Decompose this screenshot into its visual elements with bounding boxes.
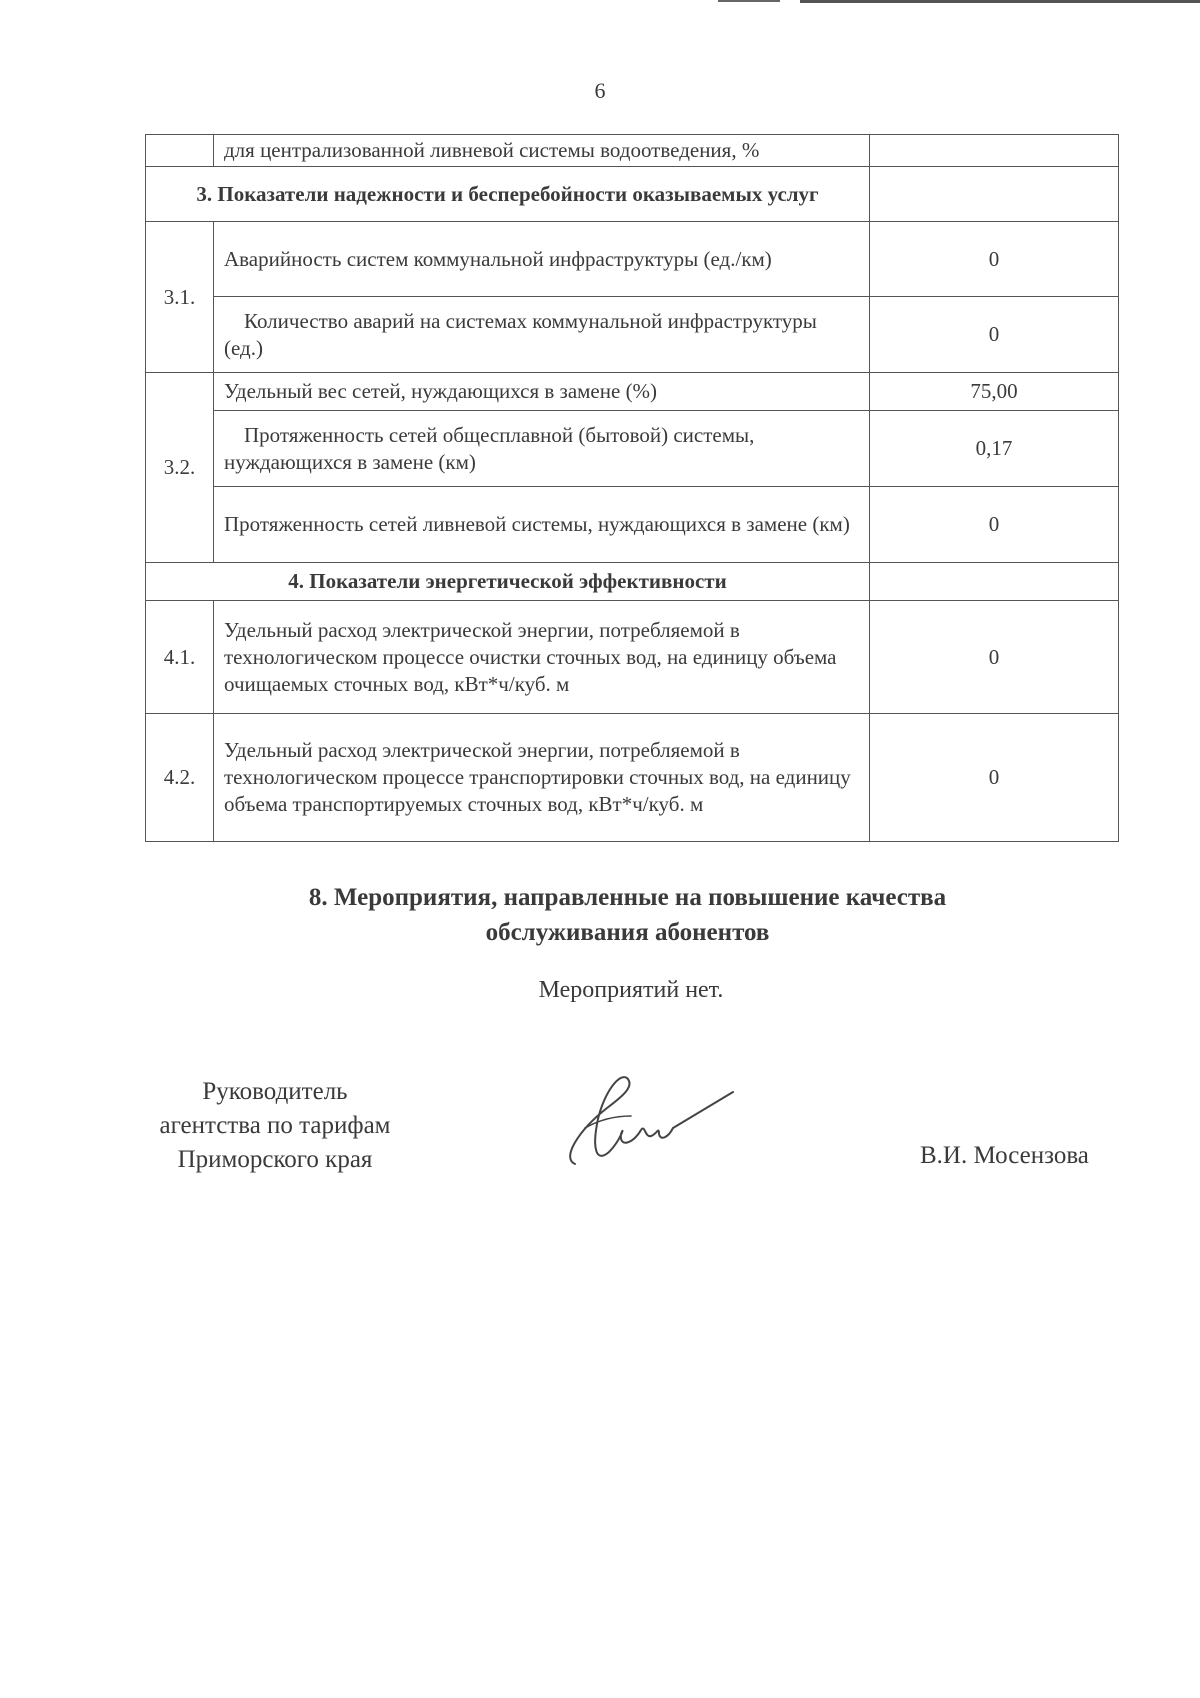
section-8-text: Мероприятий нет.	[538, 977, 724, 1003]
indicator-text: Удельный расход электрической энергии, потребляемой в технологическом процессе транспортировки сточных вод, на единицу объема транспортируемых сточных вод, кВт*ч/куб. м	[214, 714, 870, 842]
indicator-text: Протяженность сетей общесплавной (бытовой) системы, нуждающихся в замене (км)	[214, 411, 870, 487]
indicator-text: для централизованной ливневой системы водоотведения, %	[214, 135, 870, 167]
indicator-value: 0	[870, 714, 1119, 842]
section-header-row	[146, 563, 1119, 601]
row-number: 3.1.	[146, 222, 214, 373]
scan-edge-mark-short	[718, 0, 780, 2]
page-number: 6	[594, 78, 606, 103]
table-row	[146, 373, 1119, 411]
indicator-value: 0	[870, 601, 1119, 714]
signer-name: В.И. Мосензова	[920, 1142, 1089, 1169]
indicator-text: Количество аварий на системах коммунальной инфраструктуры (ед.)	[214, 297, 870, 373]
section-8-title-line2: обслуживания абонентов	[485, 919, 770, 946]
signer-position-line2: агентства по тарифам	[159, 1112, 391, 1139]
table-row	[146, 297, 1119, 373]
table-row	[146, 714, 1119, 842]
table-row	[146, 487, 1119, 563]
indicator-value: 75,00	[870, 373, 1119, 411]
signer-position-line3: Приморского края	[177, 1146, 373, 1173]
row-number: 4.1.	[146, 601, 214, 714]
signer-position-line1: Руководитель	[202, 1078, 348, 1105]
section-value-cell	[870, 563, 1119, 601]
indicator-value	[870, 135, 1119, 167]
indicator-value: 0,17	[870, 411, 1119, 487]
indicator-value: 0	[870, 487, 1119, 563]
indicators-table	[145, 134, 1119, 842]
table-row	[146, 135, 1119, 167]
section-header-row	[146, 167, 1119, 222]
indicator-text: Протяженность сетей ливневой системы, нуждающихся в замене (км)	[214, 487, 870, 563]
row-number: 4.2.	[146, 714, 214, 842]
signer-position	[125, 1075, 425, 1177]
table-row	[146, 222, 1119, 297]
indicator-value: 0	[870, 297, 1119, 373]
indicator-value: 0	[870, 222, 1119, 297]
indicator-text: Удельный вес сетей, нуждающихся в замене (%)	[214, 373, 870, 411]
row-number	[146, 135, 214, 167]
indicator-text: Удельный расход электрической энергии, потребляемой в технологическом процессе очистки сточных вод, на единицу объема очищаемых сточных вод, кВт*ч/куб. м	[214, 601, 870, 714]
table-row	[146, 601, 1119, 714]
handwritten-signature	[555, 1068, 735, 1178]
row-number: 3.2.	[146, 373, 214, 563]
section-title: 4. Показатели энергетической эффективности	[146, 563, 870, 601]
section-8-title-line1: 8. Мероприятия, направленные на повышение качества	[308, 884, 947, 911]
section-8-heading	[0, 880, 1200, 950]
scan-edge-mark	[800, 0, 1200, 3]
section-title: 3. Показатели надежности и бесперебойности оказываемых услуг	[146, 167, 870, 222]
section-value-cell	[870, 167, 1119, 222]
indicator-text: Аварийность систем коммунальной инфраструктуры (ед./км)	[214, 222, 870, 297]
table-row	[146, 411, 1119, 487]
